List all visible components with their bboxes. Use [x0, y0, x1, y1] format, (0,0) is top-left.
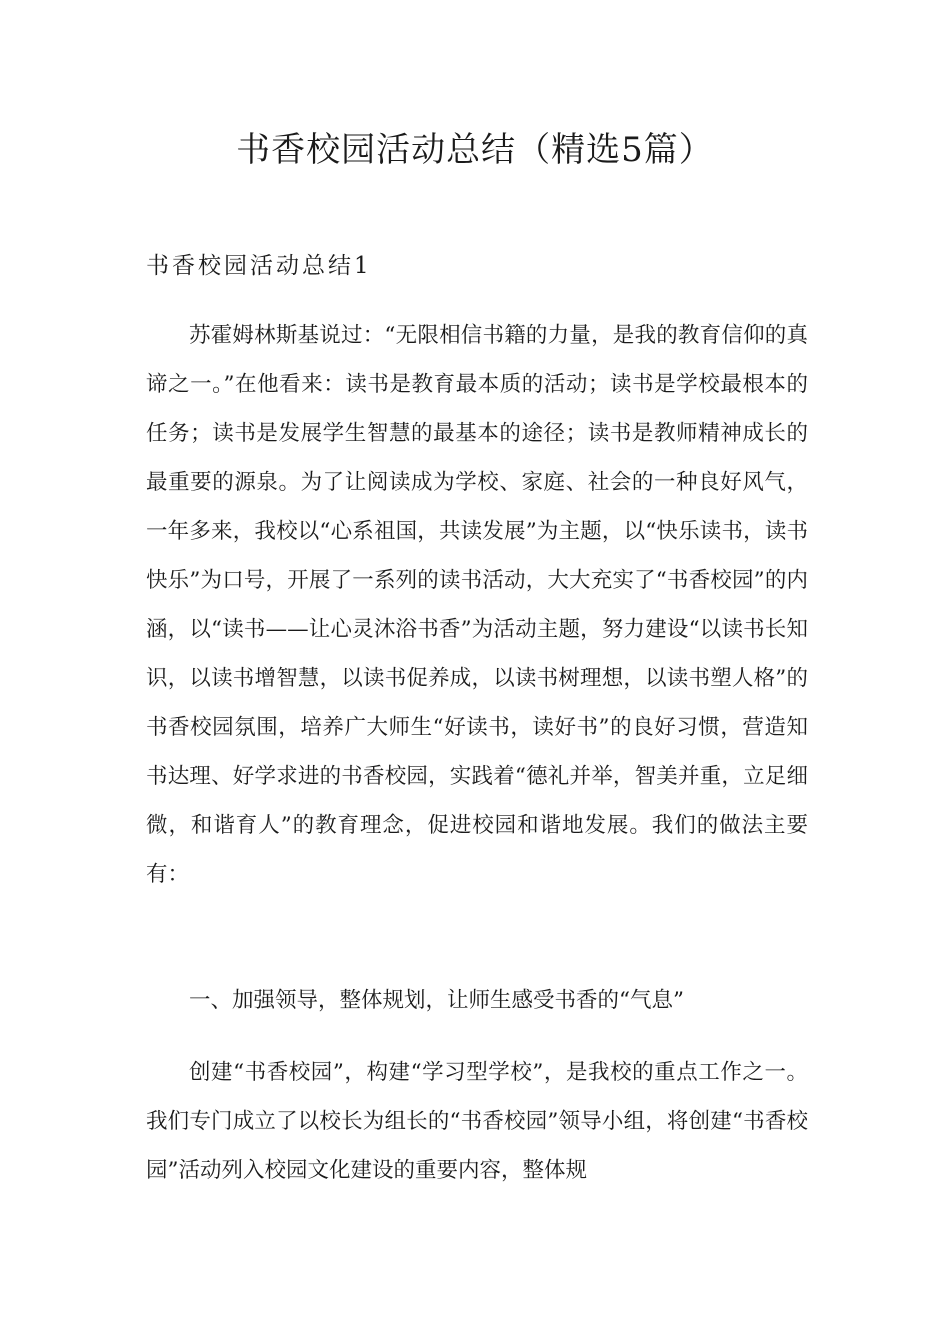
paragraph-leadership: 创建“书香校园”，构建“学习型学校”，是我校的重点工作之一。我们专门成立了以校长为组长的“书香校园”领导小组，将创建“书香校园”活动列入校园文化建设的重要内容，整体规 [146, 1060, 808, 1183]
paragraph-subheading-1: 一、加强领导，整体规划，让师生感受书香的“气息” [189, 988, 684, 1013]
paragraph-intro: 苏霍姆林斯基说过：“无限相信书籍的力量，是我的教育信仰的真谛之一。”在他看来：读书是教育最本质的活动；读书是学校最根本的任务；读书是发展学生智慧的最基本的途径；读书是教师精神成长的最重要的源泉。为了让阅读成为学校、家庭、社会的一种良好风气，一年多来，我校以“心系祖国，共读发展”为主题，以“快乐读书，读书快乐”为口号，开展了一系列的读书活动，大大充实了“书香校园”的内涵，以“读书——让心灵沐浴书香”为活动主题，努力建设“以读书长知识，以读书增智慧，以读书促养成，以读书树理想，以读书塑人格”的书香校园氛围，培养广大师生“好读书，读好书”的良好习惯，营造知书达理、好学求进的书香校园，实践着“德礼并举，智美并重，立足细微，和谐育人”的教育理念，促进校园和谐地发展。我们的做法主要有： [146, 323, 808, 887]
document-title: 书香校园活动总结（精选5篇） [236, 130, 714, 170]
section-heading: 书香校园活动总结1 [146, 253, 372, 279]
